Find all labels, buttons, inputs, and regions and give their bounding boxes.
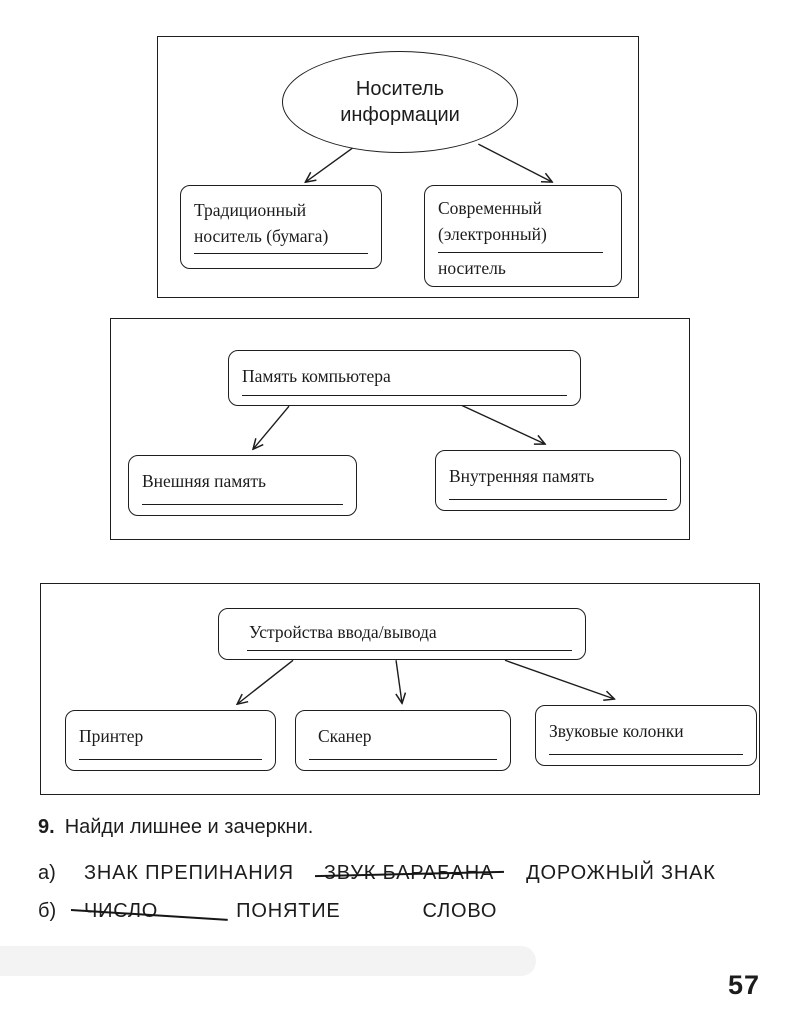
option-text: ПОНЯТИЕ bbox=[236, 900, 341, 922]
arrow-to-external-memory bbox=[253, 406, 289, 449]
exercise-heading bbox=[38, 816, 313, 839]
answer-line bbox=[247, 650, 572, 651]
answer-line bbox=[449, 499, 667, 500]
node-label: Носитель информации bbox=[340, 78, 460, 126]
node-label: Сканер bbox=[318, 726, 372, 746]
answer-line bbox=[142, 504, 343, 505]
node-label: Устройства ввода/вывода bbox=[249, 622, 437, 642]
exercise-prompt: Найди лишнее и зачеркни. bbox=[64, 816, 314, 838]
diagram-information-carrier bbox=[157, 36, 639, 298]
scan-artifact bbox=[0, 946, 536, 976]
option-word bbox=[84, 862, 294, 885]
node-modern-carrier bbox=[424, 185, 622, 287]
arrow-to-traditional bbox=[306, 148, 353, 182]
arrow-to-internal-memory bbox=[461, 405, 544, 444]
option-word bbox=[324, 862, 494, 885]
answer-line bbox=[194, 253, 368, 254]
option-word bbox=[423, 900, 498, 923]
answer-line bbox=[79, 759, 262, 760]
node-traditional-carrier bbox=[180, 185, 382, 269]
arrow-to-speakers bbox=[505, 660, 614, 699]
node-label: Память компьютера bbox=[242, 366, 391, 386]
item-label: б) bbox=[38, 900, 57, 922]
answer-line bbox=[242, 395, 567, 396]
node-label: Традиционный носитель (бумага) bbox=[194, 200, 329, 247]
option-word bbox=[236, 900, 340, 923]
node-label: Внутренняя память bbox=[449, 466, 595, 486]
node-internal-memory bbox=[435, 450, 681, 511]
node-computer-memory bbox=[228, 350, 581, 406]
node-information-carrier bbox=[282, 51, 518, 153]
node-label: Звуковые колонки bbox=[549, 721, 684, 741]
option-text: ДОРОЖНЫЙ ЗНАК bbox=[526, 862, 716, 884]
option-text: ЗНАК ПРЕПИНАНИЯ bbox=[84, 862, 294, 884]
arrow-to-modern bbox=[478, 144, 551, 182]
page-number: 57 bbox=[728, 970, 761, 1000]
exercise-item-a bbox=[38, 862, 716, 885]
node-speakers bbox=[535, 705, 757, 766]
node-label: Современный (электронный) bbox=[438, 198, 547, 245]
node-printer bbox=[65, 710, 276, 771]
answer-line bbox=[309, 759, 497, 760]
node-scanner bbox=[295, 710, 511, 771]
arrow-to-scanner bbox=[396, 660, 402, 703]
diagram-computer-memory bbox=[110, 318, 690, 540]
answer-line bbox=[438, 252, 603, 253]
node-label: Принтер bbox=[79, 726, 144, 746]
diagram-io-devices bbox=[40, 583, 760, 795]
option-word bbox=[526, 862, 716, 885]
option-text: СЛОВО bbox=[422, 900, 498, 922]
node-external-memory bbox=[128, 455, 357, 516]
exercise-number: 9. bbox=[38, 816, 55, 838]
answer-line bbox=[549, 754, 743, 755]
node-label: Внешняя память bbox=[142, 471, 267, 491]
node-io-devices bbox=[218, 608, 586, 660]
option-text: ЗВУК БАРАБАНА bbox=[323, 862, 495, 884]
item-label: а) bbox=[38, 862, 56, 884]
arrow-to-printer bbox=[238, 660, 293, 704]
node-label: носитель bbox=[438, 257, 506, 278]
option-text: ЧИСЛО bbox=[84, 900, 159, 922]
exercise-item-b bbox=[38, 900, 497, 923]
option-word bbox=[84, 900, 158, 923]
